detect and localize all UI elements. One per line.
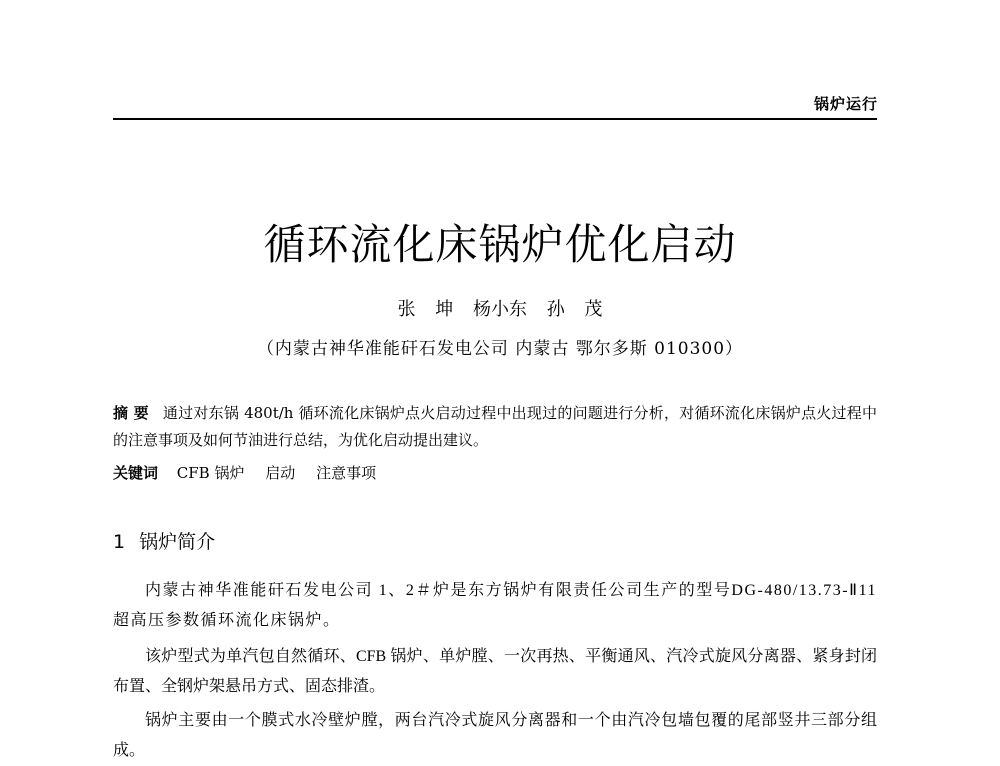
keywords-label: 关键词 <box>113 464 159 482</box>
abstract-text: 通过对东锅 480t/h 循环流化床锅炉点火启动过程中出现过的问题进行分析，对循环流化床锅炉点火过程中的注意事项及如何节油进行总结，为优化启动提出建议。 <box>113 404 877 449</box>
keywords <box>113 462 392 483</box>
article-title: 循环流化床锅炉优化启动 <box>263 220 737 269</box>
section-number: 1 <box>113 531 126 553</box>
abstract <box>113 400 877 454</box>
body-paragraph: 该炉型式为单汽包自然循环、CFB 锅炉、单炉膛、一次再热、平衡通风、汽冷式旋风分离器、紧身封闭布置、全钢炉架悬吊方式、固态排渣。 <box>113 648 877 695</box>
section-heading <box>113 527 215 554</box>
body-paragraph: 内蒙古神华准能矸石发电公司 1、2＃炉是东方锅炉有限责任公司生产的型号DG-480/13.73-Ⅱ11 超高压参数循环流化床锅炉。 <box>113 582 877 629</box>
keyword: 启动 <box>265 464 296 482</box>
abstract-label: 摘 要 <box>113 404 149 422</box>
keyword: CFB 锅炉 <box>176 464 245 482</box>
authors: 张 坤 杨小东 孙 茂 <box>397 299 603 320</box>
header-rule <box>113 118 877 120</box>
page-header-label: 锅炉运行 <box>813 95 878 113</box>
section-title: 锅炉简介 <box>139 531 216 553</box>
affiliation: （内蒙古神华准能矸石发电公司 内蒙古 鄂尔多斯 010300） <box>256 339 744 359</box>
keyword: 注意事项 <box>316 464 377 482</box>
body-paragraph: 锅炉主要由一个膜式水冷壁炉膛，两台汽冷式旋风分离器和一个由汽冷包墙包覆的尾部竖井三部分组成。 <box>113 712 877 759</box>
